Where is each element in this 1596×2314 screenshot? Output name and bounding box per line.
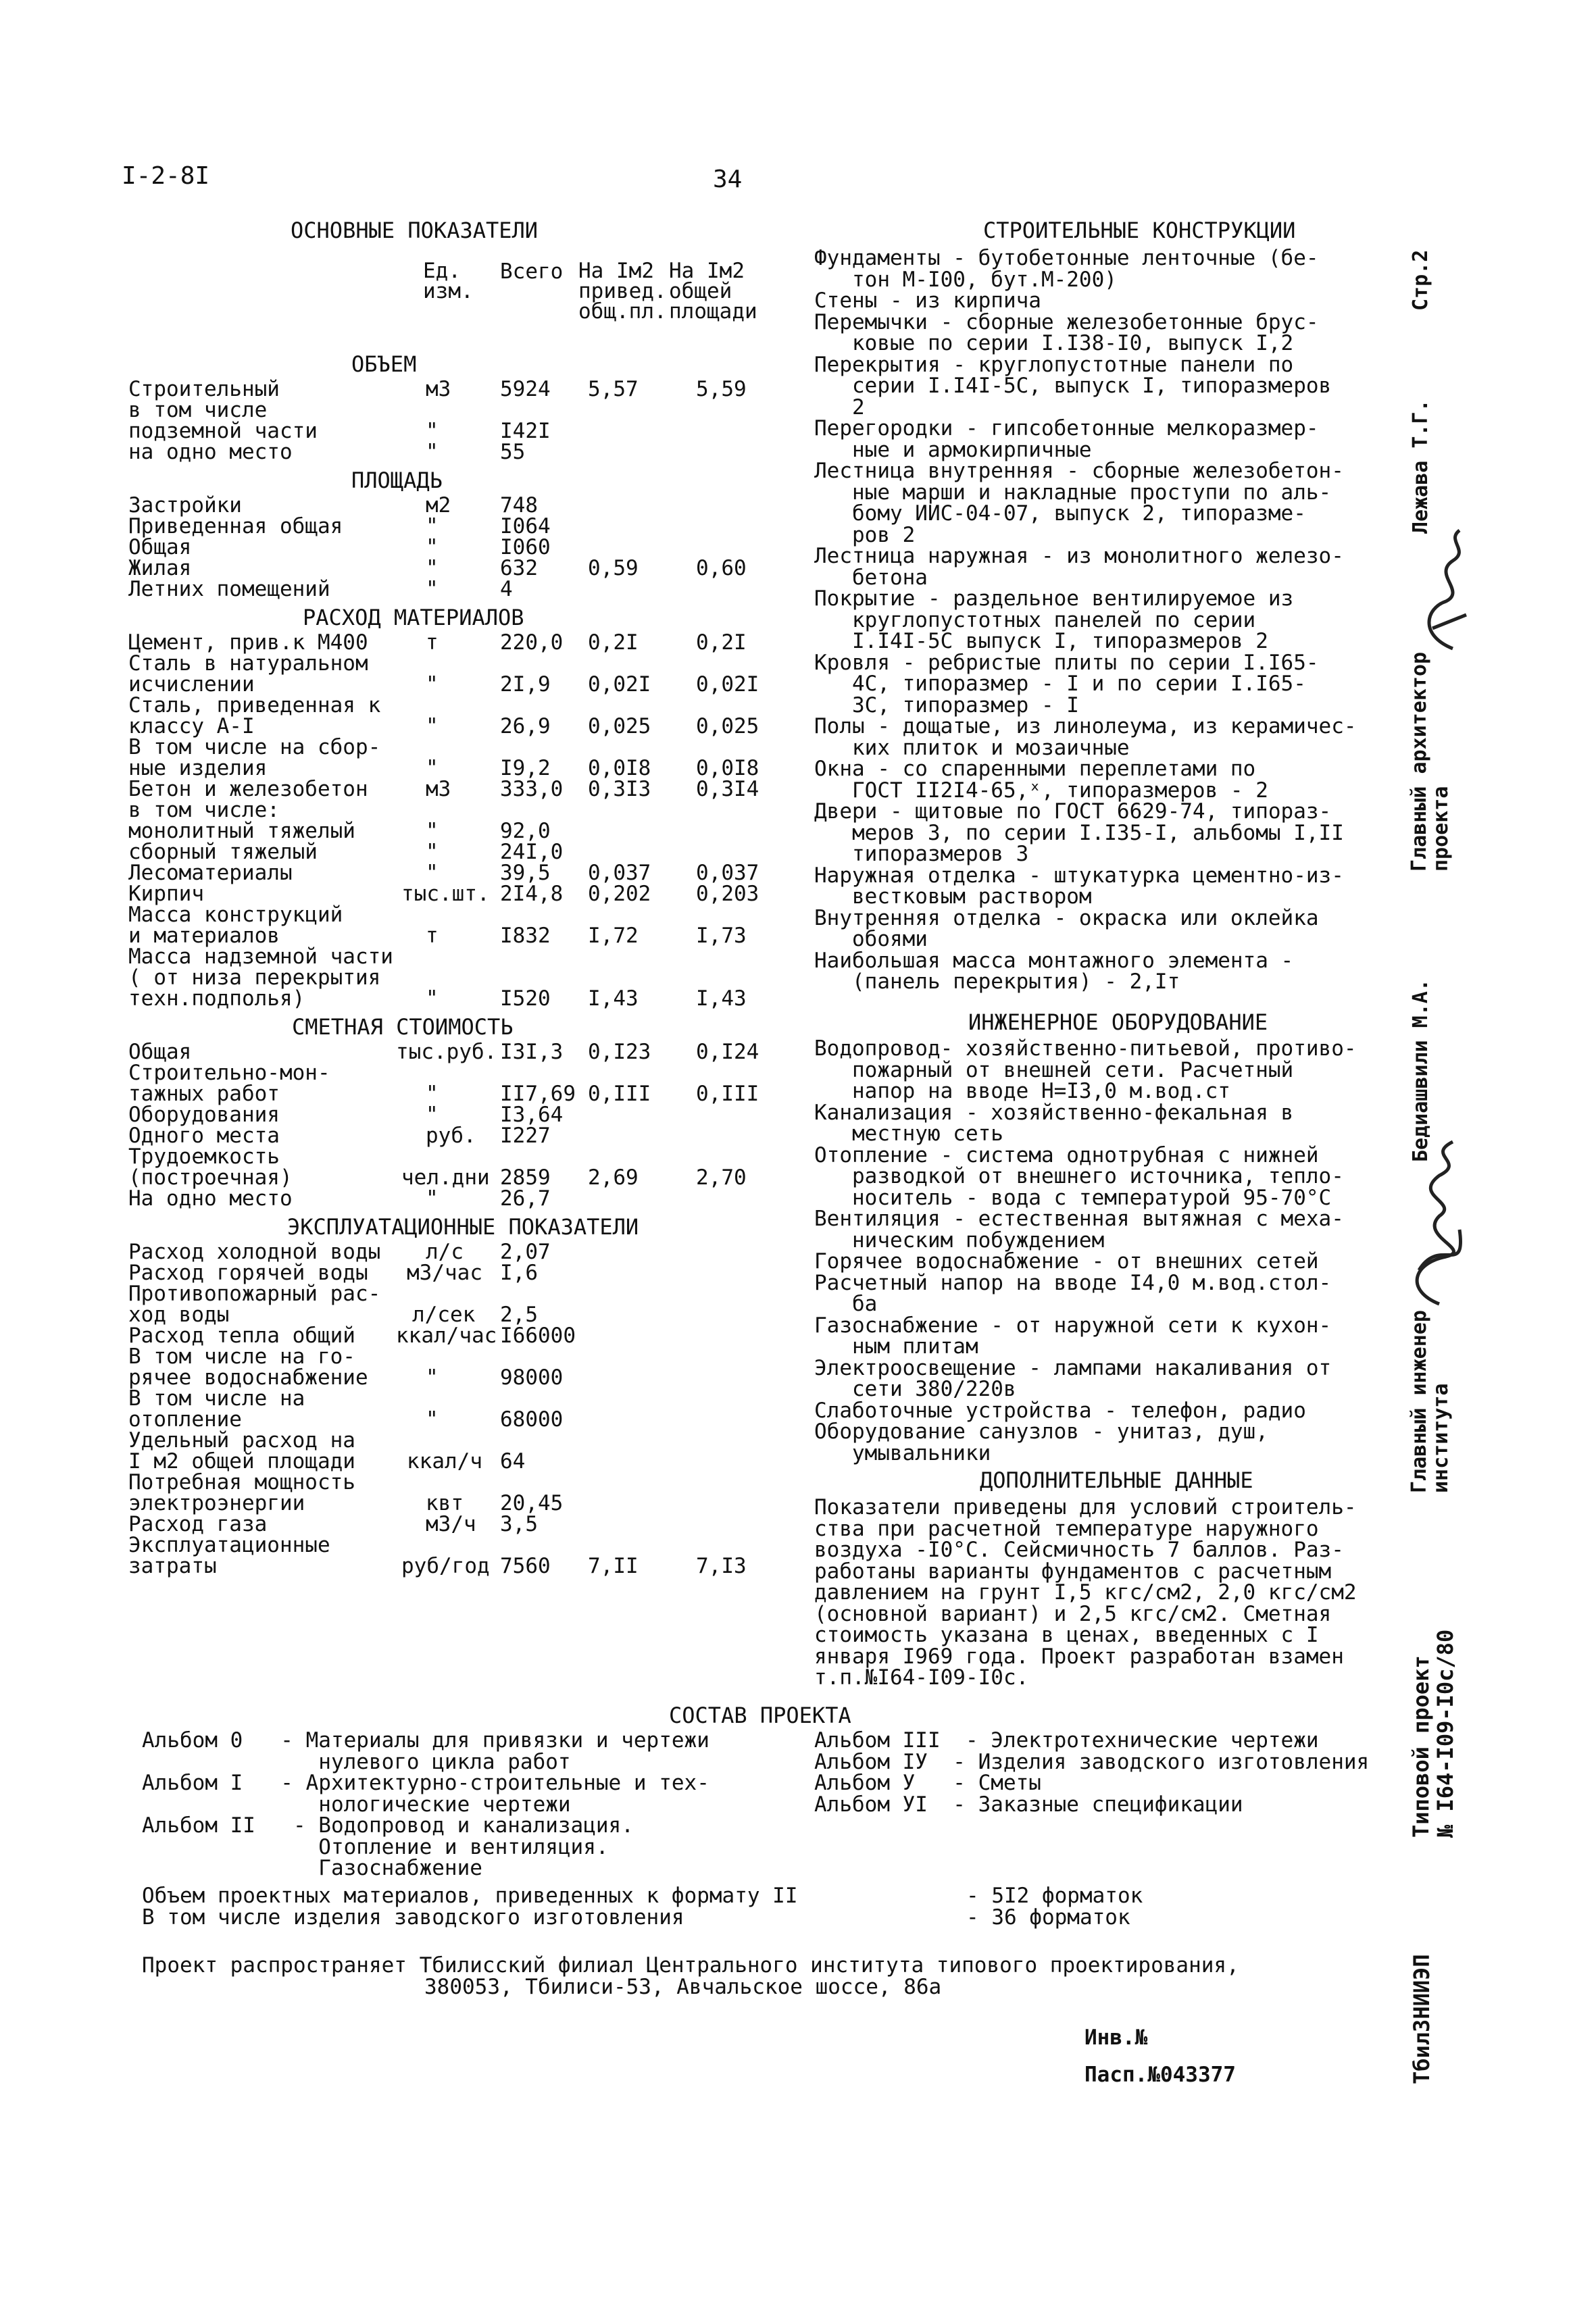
- row-unit: тыс.шт.: [401, 882, 490, 906]
- row-label: Противопожарный рас-: [128, 1282, 381, 1306]
- composition-right-line: Альбом IУ - Изделия заводского изготовления: [814, 1749, 1370, 1774]
- row-total: 26,7: [500, 1186, 551, 1211]
- construction-line: типоразмеров 3: [814, 842, 1029, 866]
- row-total: I520: [500, 986, 551, 1011]
- row-label: Одного места: [128, 1124, 280, 1148]
- construction-line: Стены - из кирпича: [814, 288, 1041, 313]
- row-unit: чел.дни: [401, 1165, 490, 1190]
- row-label: рячее водоснабжение: [128, 1365, 368, 1390]
- additional-line: давлением на грунт I,5 кгс/см2, 2,0 кгс/см2: [814, 1580, 1357, 1605]
- construction-line: ГОСТ II2I4-65,ˣ, типоразмеров - 2: [814, 778, 1268, 803]
- row-per-reduced: 5,57: [588, 377, 639, 401]
- row-per-reduced: 0,02I: [588, 672, 651, 697]
- construction-line: 2: [814, 395, 865, 420]
- row-total: 24I,0: [500, 840, 564, 864]
- row-per-reduced: 2,69: [588, 1165, 639, 1190]
- row-total: I227: [500, 1124, 551, 1148]
- composition-left-line: Альбом II - Водопровод и канализация.: [142, 1813, 634, 1838]
- row-total: 55: [500, 440, 526, 464]
- row-label: техн.подполья): [128, 986, 305, 1011]
- engineering-line: носитель - вода с температурой 95-70°С: [814, 1185, 1332, 1210]
- row-unit: руб/год: [401, 1554, 490, 1578]
- engineering-line: Слаботочные устройства - телефон, радио: [814, 1398, 1306, 1423]
- construction-line: вестковым раствором: [814, 884, 1092, 909]
- row-per-total: 0,203: [696, 882, 759, 906]
- column-header-total: Всего: [500, 259, 564, 284]
- additional-line: стоимость указана в ценах, введенных с I: [814, 1623, 1319, 1647]
- column-header-unit: Ед. изм.: [423, 259, 474, 303]
- column-header-per-reduced: На Iм2 привед. общ.пл.: [578, 259, 667, 324]
- row-unit: ": [426, 1186, 439, 1211]
- row-per-total: 0,02I: [696, 672, 759, 697]
- row-per-reduced: I,43: [588, 986, 639, 1011]
- construction-line: тон М-I00, бут.М-200): [814, 267, 1117, 292]
- row-per-reduced: 0,3I3: [588, 777, 651, 801]
- row-label: Расход холодной воды: [128, 1240, 381, 1264]
- row-label: Строительный: [128, 377, 280, 401]
- construction-line: Наибольшая масса монтажного элемента -: [814, 948, 1294, 973]
- row-total: 39,5: [500, 861, 551, 885]
- row-per-total: I,43: [696, 986, 747, 1011]
- row-label: В том числе на го-: [128, 1344, 355, 1369]
- additional-line: Показатели приведены для условий строитель-: [814, 1495, 1357, 1519]
- additional-line: (основной вариант) и 2,5 кгс/см2. Сметная: [814, 1601, 1332, 1626]
- row-label: на одно место: [128, 440, 293, 464]
- row-label: Строительно-мон-: [128, 1061, 330, 1085]
- row-per-total: 2,70: [696, 1165, 747, 1190]
- row-total: I060: [500, 535, 551, 559]
- construction-line: бетона: [814, 565, 928, 590]
- row-unit: ": [426, 840, 439, 864]
- row-per-reduced: 0,0I8: [588, 756, 651, 780]
- row-total: I42I: [500, 419, 551, 443]
- row-total: I064: [500, 514, 551, 538]
- row-label: в том числе:: [128, 798, 280, 822]
- row-unit: м3/ч: [426, 1512, 476, 1536]
- row-label: В том числе на сбор-: [128, 735, 381, 759]
- row-per-reduced: 0,59: [588, 556, 639, 580]
- row-label: Застройки: [128, 493, 242, 518]
- row-total: 748: [500, 493, 538, 518]
- main-indicators-title: ОСНОВНЫЕ ПОКАЗАТЕЛИ: [291, 218, 539, 243]
- construction-line: Перекрытия - круглопустотные панели по: [814, 352, 1294, 377]
- row-total: I3,64: [500, 1103, 564, 1127]
- composition-left-line: нулевого цикла работ: [142, 1749, 571, 1774]
- composition-title: СОСТАВ ПРОЕКТА: [669, 1703, 851, 1728]
- row-total: 7560: [500, 1554, 551, 1578]
- row-total: 2,07: [500, 1240, 551, 1264]
- engineering-line: Газоснабжение - от наружной сети к кухон-: [814, 1313, 1332, 1338]
- row-total: I832: [500, 924, 551, 948]
- row-label: (построечная): [128, 1165, 293, 1190]
- row-unit: ": [426, 556, 439, 580]
- section-title: ОБЪЕМ: [351, 351, 417, 377]
- row-per-reduced: 7,II: [588, 1554, 639, 1578]
- row-total: 2,5: [500, 1303, 538, 1327]
- row-per-reduced: 0,037: [588, 861, 651, 885]
- row-label: в том числе: [128, 398, 268, 422]
- row-label: ные изделия: [128, 756, 268, 780]
- stamp-chief-engineer-role: Главный инженер института: [1407, 1310, 1453, 1493]
- architect-signature: [1405, 527, 1480, 655]
- row-label: затраты: [128, 1554, 217, 1578]
- construction-line: I.I4I-5С выпуск I, типоразмеров 2: [814, 629, 1268, 653]
- page-number: 34: [713, 166, 743, 193]
- row-unit: ": [426, 535, 439, 559]
- row-unit: ккал/ч: [407, 1449, 482, 1474]
- row-per-total: 0,2I: [696, 630, 747, 655]
- row-unit: ": [426, 714, 439, 738]
- row-label: I м2 общей площади: [128, 1449, 355, 1474]
- engineering-line: разводкой от внешнего источника, тепло-: [814, 1164, 1344, 1188]
- row-label: Масса конструкций: [128, 903, 343, 927]
- section-title: РАСХОД МАТЕРИАЛОВ: [303, 605, 524, 630]
- construction-line: ковые по серии I.I38-I0, выпуск I,2: [814, 331, 1294, 355]
- engineering-title: ИНЖЕНЕРНОЕ ОБОРУДОВАНИЕ: [968, 1009, 1268, 1035]
- additional-line: т.п.№I64-I09-I0с.: [814, 1665, 1029, 1690]
- row-label: Расход газа: [128, 1512, 268, 1536]
- engineer-signature: [1399, 1135, 1480, 1311]
- row-unit: ": [426, 756, 439, 780]
- row-total: I9,2: [500, 756, 551, 780]
- volume-line-1: Объем проектных материалов, приведенных к формату II: [142, 1884, 798, 1908]
- row-label: и материалов: [128, 924, 280, 948]
- construction-line: Двери - щитовые по ГОСТ 6629-74, типораз-: [814, 799, 1332, 824]
- row-unit: т: [426, 924, 439, 948]
- row-total: I,6: [500, 1261, 538, 1285]
- additional-line: работаны варианты фундаментов с расчетным: [814, 1559, 1332, 1584]
- section-title: ЭКСПЛУАТАЦИОННЫЕ ПОКАЗАТЕЛИ: [287, 1214, 639, 1240]
- row-total: 632: [500, 556, 538, 580]
- construction-line: Внутренняя отделка - окраска или оклейка: [814, 905, 1319, 930]
- composition-left-line: Альбом 0 - Материалы для привязки и чертежи: [142, 1728, 709, 1753]
- row-unit: ": [426, 672, 439, 697]
- row-unit: м3: [426, 377, 451, 401]
- row-total: 68000: [500, 1407, 564, 1432]
- engineering-line: Водопровод- хозяйственно-питьевой, противо-: [814, 1036, 1357, 1061]
- row-unit: ": [426, 440, 439, 464]
- row-per-total: 0,I24: [696, 1040, 759, 1064]
- composition-left-line: Альбом I - Архитектурно-строительные и тех-: [142, 1771, 709, 1795]
- stamp-organization: ТбилЗНИИЭП: [1409, 1954, 1435, 2084]
- row-per-reduced: 0,202: [588, 882, 651, 906]
- construction-line: меров 3, по серии I.I35-I, альбомы I,II: [814, 820, 1344, 845]
- row-unit: ккал/час: [396, 1324, 497, 1348]
- construction-line: Окна - со спаренными переплетами по: [814, 757, 1256, 781]
- row-label: Расход тепла общий: [128, 1324, 355, 1348]
- row-total: I3I,3: [500, 1040, 564, 1064]
- row-label: отопление: [128, 1407, 242, 1432]
- construction-line: бому ИИС-04-07, выпуск 2, типоразме-: [814, 501, 1306, 526]
- construction-line: ров 2: [814, 522, 916, 547]
- section-title: СМЕТНАЯ СТОИМОСТЬ: [292, 1014, 514, 1040]
- row-label: Эксплуатационные: [128, 1533, 330, 1557]
- construction-line: ные и армокирпичные: [814, 437, 1092, 462]
- construction-line: круглопустотных панелей по серии: [814, 607, 1256, 632]
- row-label: Масса надземной части: [128, 945, 393, 969]
- construction-line: Лестница внутренняя - сборные железобетон-: [814, 459, 1344, 483]
- composition-right-line: Альбом УI - Заказные спецификации: [814, 1792, 1243, 1817]
- row-total: 26,9: [500, 714, 551, 738]
- row-per-total: 0,0I8: [696, 756, 759, 780]
- volume-value-1: - 5I2 форматок: [966, 1884, 1143, 1908]
- row-unit: ": [426, 1365, 439, 1390]
- stamp-chief-architect-name: Лежава Т.Г.: [1409, 399, 1432, 534]
- row-label: Общая: [128, 535, 192, 559]
- distributor-line-2: 380053, Тбилиси-53, Авчальское шоссе, 86а: [424, 1975, 942, 1999]
- composition-right-line: Альбом III - Электротехнические чертежи: [814, 1728, 1319, 1753]
- row-total: 92,0: [500, 819, 551, 843]
- row-label: Бетон и железобетон: [128, 777, 368, 801]
- row-total: 5924: [500, 377, 551, 401]
- construction-line: Кровля - ребристые плиты по серии I.I65-: [814, 650, 1319, 675]
- engineering-line: сети 380/220в: [814, 1377, 1016, 1401]
- construction-line: 4С, типоразмер - I и по серии I.I65-: [814, 672, 1306, 696]
- row-label: Приведенная общая: [128, 514, 343, 538]
- row-unit: т: [426, 630, 439, 655]
- row-label: Удельный расход на: [128, 1428, 355, 1453]
- additional-line: воздуха -I0°С. Сейсмичность 7 баллов. Раз-: [814, 1538, 1344, 1562]
- row-per-reduced: 0,2I: [588, 630, 639, 655]
- volume-line-2: В том числе изделия заводского изготовления: [142, 1905, 684, 1930]
- engineering-line: ба: [814, 1292, 878, 1316]
- row-label: Оборудования: [128, 1103, 280, 1127]
- engineering-line: ническим побуждением: [814, 1228, 1105, 1253]
- row-total: 98000: [500, 1365, 564, 1390]
- row-total: 20,45: [500, 1491, 564, 1515]
- row-unit: квт: [426, 1491, 464, 1515]
- row-label: Сталь в натуральном: [128, 651, 368, 676]
- row-per-total: 5,59: [696, 377, 747, 401]
- row-unit: м2: [426, 493, 451, 518]
- row-per-total: 0,037: [696, 861, 759, 885]
- composition-right-line: Альбом У - Сметы: [814, 1771, 1041, 1795]
- row-per-total: I,73: [696, 924, 747, 948]
- composition-left-line: Газоснабжение: [142, 1856, 482, 1880]
- row-label: Трудоемкость: [128, 1145, 280, 1169]
- row-label: В том числе на: [128, 1386, 305, 1411]
- row-total: 3,5: [500, 1512, 538, 1536]
- construction-line: Перегородки - гипсобетонные мелкоразмер-: [814, 416, 1319, 441]
- row-total: II7,69: [500, 1082, 576, 1106]
- row-unit: м3: [426, 777, 451, 801]
- row-label: классу А-I: [128, 714, 255, 738]
- distributor-line-1: Проект распространяет Тбилисский филиал Центрального института типового проектирования,: [142, 1953, 1239, 1978]
- engineering-line: умывальники: [814, 1440, 991, 1465]
- engineering-line: местную сеть: [814, 1122, 1003, 1146]
- engineering-line: напор на вводе Н=I3,0 м.вод.ст: [814, 1079, 1230, 1103]
- row-unit: ": [426, 986, 439, 1011]
- row-total: 4: [500, 577, 513, 601]
- row-total: 2I4,8: [500, 882, 564, 906]
- construction-line: ные марши и накладные проступи по аль-: [814, 480, 1332, 505]
- row-total: I66000: [500, 1324, 576, 1348]
- stamp-chief-engineer-name: Бедиашвили М.А.: [1409, 979, 1432, 1162]
- row-total: 64: [500, 1449, 526, 1474]
- composition-left-line: Отопление и вентиляция.: [142, 1834, 609, 1859]
- construction-line: обоями: [814, 927, 928, 951]
- engineering-line: Канализация - хозяйственно-фекальная в: [814, 1100, 1294, 1125]
- row-label: исчислении: [128, 672, 255, 697]
- passport-number: Пасп.№043377: [1084, 2063, 1236, 2087]
- row-label: сборный тяжелый: [128, 840, 318, 864]
- stamp-project-number: Типовой проект № I64-I09-I0с/80: [1408, 1629, 1458, 1838]
- engineering-line: Электроосвещение - лампами накаливания от: [814, 1355, 1332, 1380]
- engineering-line: Вентиляция - естественная вытяжная с меха-: [814, 1207, 1344, 1231]
- construction-line: Покрытие - раздельное вентилируемое из: [814, 586, 1294, 611]
- row-per-total: 0,025: [696, 714, 759, 738]
- composition-left-line: нологические чертежи: [142, 1792, 571, 1817]
- construction-line: 3С, типоразмер - I: [814, 693, 1079, 718]
- row-label: Кирпич: [128, 882, 204, 906]
- row-label: монолитный тяжелый: [128, 819, 355, 843]
- construction-line: серии I.I4I-5С, выпуск I, типоразмеров: [814, 374, 1332, 398]
- engineering-line: Горячее водоснабжение - от внешних сетей: [814, 1249, 1319, 1274]
- document-code: I-2-8I: [122, 162, 210, 190]
- volume-value-2: - 36 форматок: [966, 1905, 1130, 1930]
- row-per-reduced: 0,025: [588, 714, 651, 738]
- row-unit: л/с: [426, 1240, 464, 1264]
- row-label: Летних помещений: [128, 577, 330, 601]
- row-per-reduced: 0,I23: [588, 1040, 651, 1064]
- constructions-title: СТРОИТЕЛЬНЫЕ КОНСТРУКЦИИ: [983, 218, 1296, 243]
- construction-line: (панель перекрытия) - 2,Iт: [814, 970, 1180, 994]
- row-unit: ": [426, 1407, 439, 1432]
- row-unit: м3/час: [407, 1261, 482, 1285]
- row-label: Цемент, прив.к М400: [128, 630, 368, 655]
- construction-line: Фундаменты - бутобетонные ленточные (бе-: [814, 246, 1319, 270]
- row-unit: тыс.руб.: [396, 1040, 497, 1064]
- row-unit: ": [426, 819, 439, 843]
- row-total: 2I,9: [500, 672, 551, 697]
- row-label: Общая: [128, 1040, 192, 1064]
- construction-line: Полы - дощатые, из линолеума, из керамичес-: [814, 714, 1357, 738]
- row-unit: ": [426, 861, 439, 885]
- inventory-number: Инв.№: [1084, 2026, 1148, 2050]
- construction-line: Перемычки - сборные железобетонные брус-: [814, 309, 1319, 334]
- row-label: Потребная мощность: [128, 1470, 355, 1494]
- engineering-line: ным плитам: [814, 1334, 978, 1359]
- row-unit: ": [426, 1103, 439, 1127]
- row-unit: ": [426, 577, 439, 601]
- row-label: Лесоматериалы: [128, 861, 293, 885]
- row-unit: руб.: [426, 1124, 476, 1148]
- row-label: подземной части: [128, 419, 318, 443]
- engineering-line: Отопление - система однотрубная с нижней: [814, 1142, 1319, 1167]
- row-label: тажных работ: [128, 1082, 280, 1106]
- row-per-reduced: 0,III: [588, 1082, 651, 1106]
- engineering-line: Оборудование санузлов - унитаз, душ,: [814, 1419, 1268, 1444]
- column-header-per-total: На Iм2 общей площади: [669, 259, 757, 324]
- construction-line: Наружная отделка - штукатурка цементно-из-: [814, 863, 1344, 888]
- row-label: электроэнергии: [128, 1491, 305, 1515]
- row-per-total: 0,III: [696, 1082, 759, 1106]
- row-label: Сталь, приведенная к: [128, 693, 381, 718]
- row-total: 333,0: [500, 777, 564, 801]
- row-label: Расход горячей воды: [128, 1261, 368, 1285]
- row-label: Жилая: [128, 556, 192, 580]
- stamp-page: Стр.2: [1409, 249, 1432, 311]
- construction-line: ких плиток и мозаичные: [814, 735, 1130, 760]
- additional-line: января I969 года. Проект разработан взамен: [814, 1644, 1344, 1669]
- row-per-total: 0,60: [696, 556, 747, 580]
- row-total: 2859: [500, 1165, 551, 1190]
- row-unit: ": [426, 1082, 439, 1106]
- row-per-total: 0,3I4: [696, 777, 759, 801]
- row-unit: ": [426, 514, 439, 538]
- row-unit: л/сек: [412, 1303, 476, 1327]
- section-title: ПЛОЩАДЬ: [351, 468, 443, 493]
- row-per-reduced: I,72: [588, 924, 639, 948]
- additional-line: ства при расчетной температуре наружного: [814, 1516, 1319, 1541]
- engineering-line: Расчетный напор на вводе I4,0 м.вод.стол-: [814, 1270, 1332, 1295]
- row-label: ход воды: [128, 1303, 230, 1327]
- row-label: На одно место: [128, 1186, 293, 1211]
- construction-line: Лестница наружная - из монолитного железо-: [814, 544, 1344, 568]
- engineering-line: пожарный от внешней сети. Расчетный: [814, 1057, 1294, 1082]
- row-label: ( от низа перекрытия: [128, 965, 381, 990]
- stamp-chief-architect-role: Главный архитектор проекта: [1407, 651, 1453, 872]
- additional-title: ДОПОЛНИТЕЛЬНЫЕ ДАННЫЕ: [980, 1467, 1253, 1493]
- row-total: 220,0: [500, 630, 564, 655]
- row-unit: ": [426, 419, 439, 443]
- row-per-total: 7,I3: [696, 1554, 747, 1578]
